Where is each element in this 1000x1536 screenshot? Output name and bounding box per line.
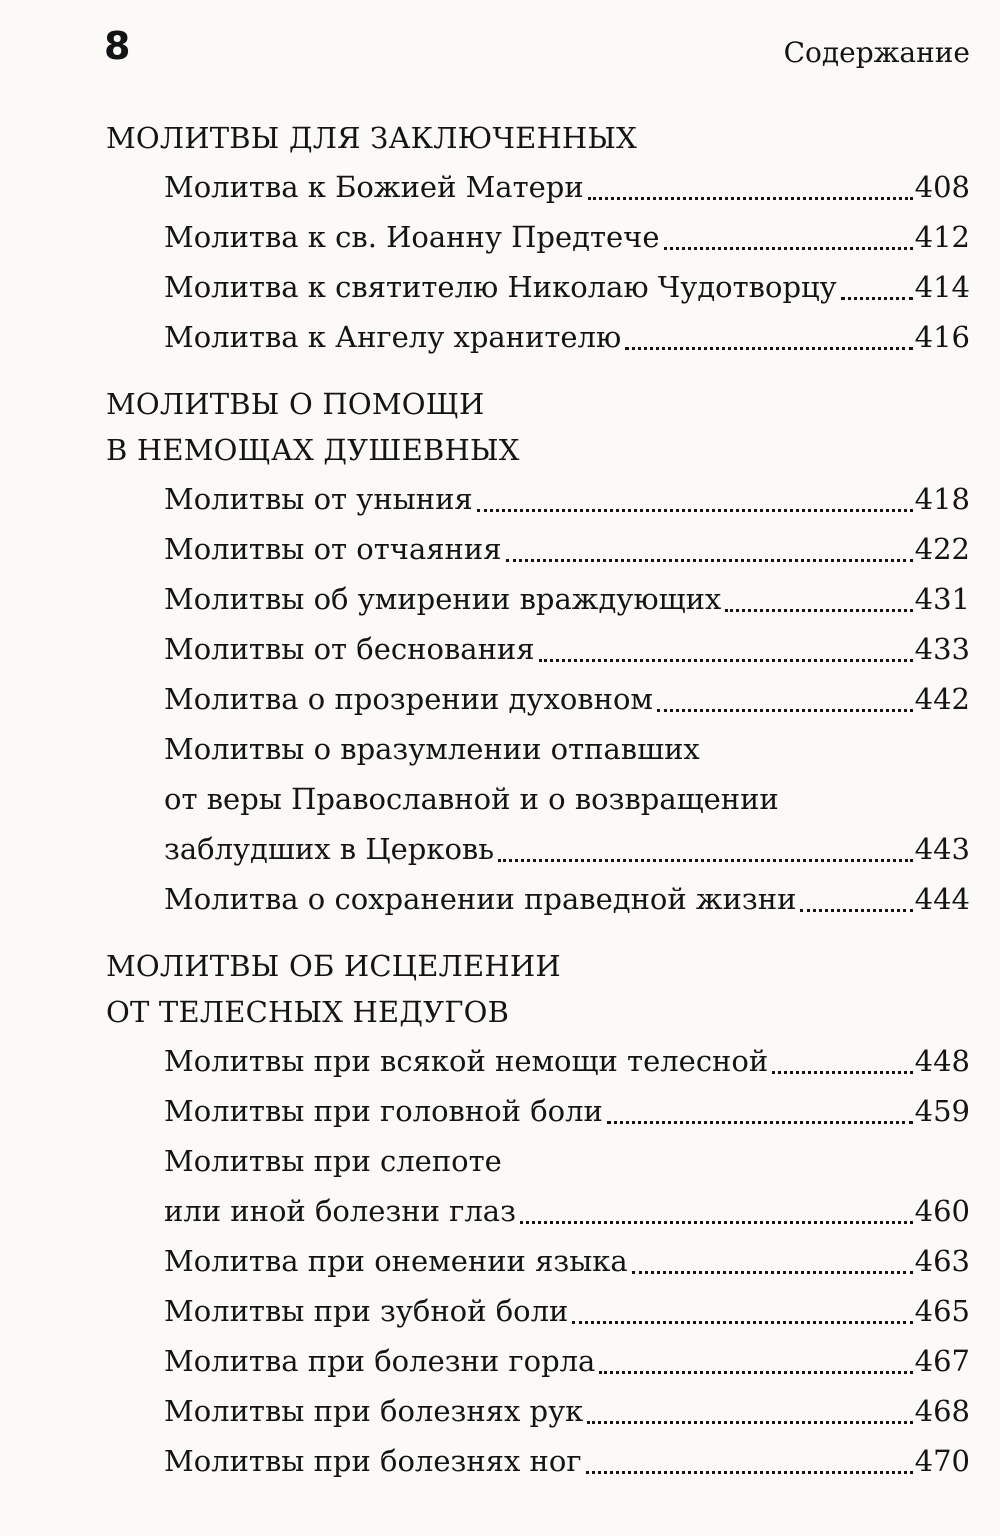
toc-entry-title-line: Молитвы при слепоте bbox=[164, 1144, 502, 1178]
toc-page-number: 465 bbox=[914, 1294, 970, 1328]
toc-page-number: 422 bbox=[914, 532, 970, 566]
toc-page-number: 433 bbox=[914, 632, 970, 666]
toc-entry-title: Молитвы от уныния bbox=[164, 482, 473, 516]
toc-entry bbox=[164, 724, 970, 874]
toc-entry-title-line: Молитвы о вразумлении отпавших bbox=[164, 732, 700, 766]
toc-entry-title: Молитва к Божией Матери bbox=[164, 170, 584, 204]
toc-page-number: 444 bbox=[914, 882, 970, 916]
dot-leader bbox=[599, 1371, 912, 1374]
dot-leader bbox=[572, 1321, 912, 1324]
toc-entry-title: Молитвы при головной боли bbox=[164, 1094, 603, 1128]
toc-entry bbox=[164, 524, 970, 574]
toc-entry-title: Молитва при болезни горла bbox=[164, 1344, 596, 1378]
dot-leader bbox=[607, 1121, 913, 1124]
toc-entry bbox=[164, 624, 970, 674]
toc-page-number: 416 bbox=[914, 320, 970, 354]
toc-page-number: 442 bbox=[914, 682, 970, 716]
dot-leader bbox=[588, 197, 913, 200]
toc-entry bbox=[164, 1086, 970, 1136]
toc-entry-title: Молитва к святителю Николаю Чудотворцу bbox=[164, 270, 837, 304]
dot-leader bbox=[539, 659, 913, 662]
toc-page-number: 443 bbox=[914, 832, 970, 866]
toc-entry bbox=[164, 312, 970, 362]
dot-leader bbox=[520, 1221, 913, 1224]
toc-page-number: 470 bbox=[914, 1444, 970, 1478]
toc-entry bbox=[164, 262, 970, 312]
toc-entry bbox=[164, 162, 970, 212]
toc-page-number: 412 bbox=[914, 220, 970, 254]
toc-page-number: 460 bbox=[914, 1194, 970, 1228]
toc-entry-title: Молитвы от беснования bbox=[164, 632, 535, 666]
toc-entry-title: Молитвы при всякой немощи телесной bbox=[164, 1044, 769, 1078]
section-title: МОЛИТВЫ О ПОМОЩИ bbox=[106, 387, 485, 421]
toc-entry-title: Молитвы при болезнях ног bbox=[164, 1444, 582, 1478]
toc-entry-title: Молитва при онемении языка bbox=[164, 1244, 628, 1278]
toc-page-number: 468 bbox=[914, 1394, 970, 1428]
toc-page-number: 459 bbox=[914, 1094, 970, 1128]
dot-leader bbox=[625, 347, 912, 350]
toc-entry-title-line: от веры Православной и о возвращении bbox=[164, 782, 779, 816]
toc-page-number: 431 bbox=[914, 582, 970, 616]
toc-entry-title: Молитва к Ангелу хранителю bbox=[164, 320, 622, 354]
toc-entry-title: заблудших в Церковь bbox=[164, 832, 495, 866]
dot-leader bbox=[800, 909, 912, 912]
toc-entry bbox=[164, 1136, 970, 1236]
dot-leader bbox=[657, 709, 913, 712]
dot-leader bbox=[506, 559, 913, 562]
toc-page-number: 467 bbox=[914, 1344, 970, 1378]
toc-entry bbox=[164, 1386, 970, 1436]
toc-page-number: 408 bbox=[914, 170, 970, 204]
toc-entry bbox=[164, 1336, 970, 1386]
table-of-contents bbox=[106, 116, 970, 1486]
toc-entry bbox=[164, 474, 970, 524]
dot-leader bbox=[664, 247, 913, 250]
toc-entry-title: Молитва о прозрении духовном bbox=[164, 682, 653, 716]
dot-leader bbox=[498, 859, 913, 862]
toc-entry bbox=[164, 674, 970, 724]
toc-entry-title: Молитва к св. Иоанну Предтече bbox=[164, 220, 660, 254]
toc-entry bbox=[164, 1236, 970, 1286]
dot-leader bbox=[587, 1421, 912, 1424]
toc-entry-title: Молитвы об умирении враждующих bbox=[164, 582, 722, 616]
page-number: 8 bbox=[104, 24, 131, 68]
dot-leader bbox=[632, 1271, 913, 1274]
toc-entry bbox=[164, 1036, 970, 1086]
toc-entry-title: Молитвы при зубной боли bbox=[164, 1294, 569, 1328]
dot-leader bbox=[477, 509, 913, 512]
running-head: Содержание bbox=[783, 36, 970, 69]
toc-entry bbox=[164, 1286, 970, 1336]
toc-entry bbox=[164, 874, 970, 924]
section-title: В НЕМОЩАХ ДУШЕВНЫХ bbox=[106, 433, 520, 467]
toc-entry-title: Молитвы от отчаяния bbox=[164, 532, 502, 566]
toc-entry bbox=[164, 1436, 970, 1486]
toc-entry bbox=[164, 212, 970, 262]
dot-leader bbox=[841, 297, 913, 300]
toc-entry bbox=[164, 574, 970, 624]
section-title: МОЛИТВЫ ОБ ИСЦЕЛЕНИИ bbox=[106, 949, 561, 983]
dot-leader bbox=[725, 609, 912, 612]
toc-page-number: 448 bbox=[914, 1044, 970, 1078]
toc-page-number: 414 bbox=[914, 270, 970, 304]
toc-entry-title: или иной болезни глаз bbox=[164, 1194, 516, 1228]
toc-page-number: 418 bbox=[914, 482, 970, 516]
toc-page-number: 463 bbox=[914, 1244, 970, 1278]
dot-leader bbox=[586, 1471, 913, 1474]
toc-entry-title: Молитвы при болезнях рук bbox=[164, 1394, 584, 1428]
toc-entry-title: Молитва о сохранении праведной жизни bbox=[164, 882, 797, 916]
section-title: ОТ ТЕЛЕСНЫХ НЕДУГОВ bbox=[106, 995, 510, 1029]
dot-leader bbox=[772, 1071, 912, 1074]
section-title: МОЛИТВЫ ДЛЯ ЗАКЛЮЧЕННЫХ bbox=[106, 121, 638, 155]
